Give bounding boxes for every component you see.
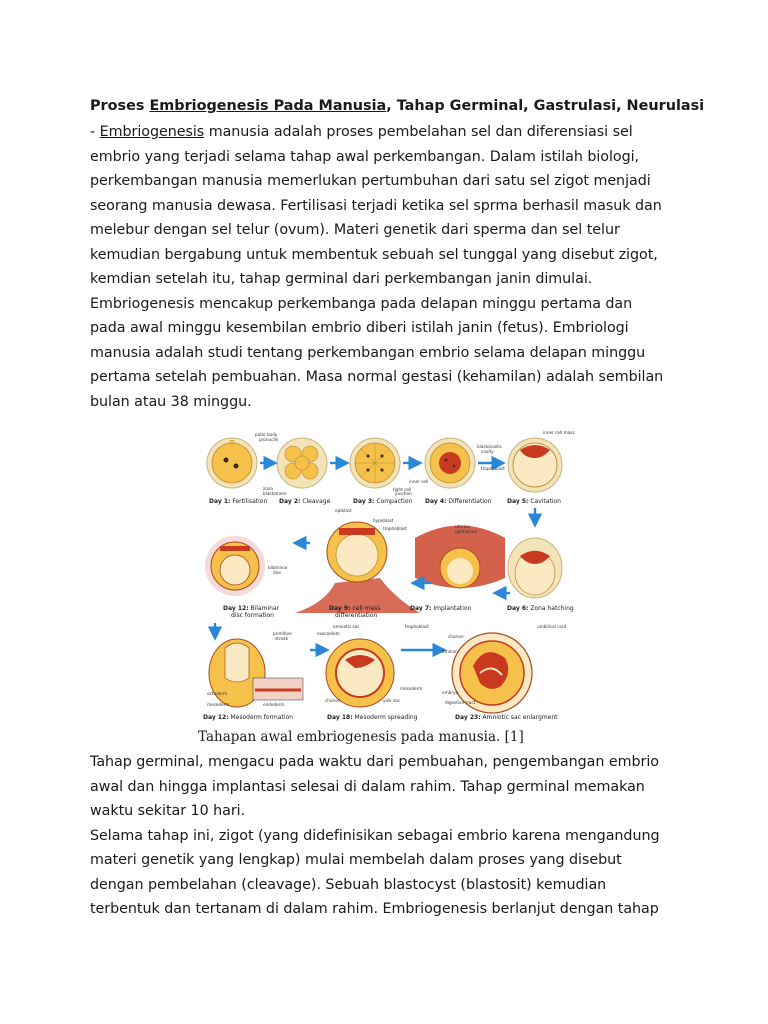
stage-day12-bilaminar xyxy=(205,536,265,596)
stage-day5-cavitation xyxy=(508,438,562,492)
heading-suffix: , Tahap Germinal, Gastrulasi, Neurulasi xyxy=(386,98,705,114)
svg-text:epithelium: epithelium xyxy=(455,529,478,534)
intro-first-line: manusia adalah proses pembelahan sel dan diferensiasi sel xyxy=(204,124,633,140)
embryo-stages-illustration xyxy=(203,428,575,723)
intro-line: seorang manusia dewasa. Fertilisasi terjadi ketika sel sprma berhasil masuk dan xyxy=(90,197,662,214)
body-line: materi genetik yang lengkap) mulai membelah dalam proses yang disebut xyxy=(90,852,622,868)
stage-day2-cleavage xyxy=(277,438,327,488)
svg-text:polar body: polar body xyxy=(255,432,278,437)
svg-text:zona: zona xyxy=(263,486,273,491)
stage-day7-implantation xyxy=(415,526,505,589)
intro-line: Embriogenesis mencakup perkembanga pada delapan minggu pertama dan xyxy=(90,295,633,312)
stage-day1-zygote xyxy=(207,438,257,488)
intro-dash: - xyxy=(90,124,100,140)
svg-text:chorion: chorion xyxy=(448,634,464,639)
svg-text:tight cell: tight cell xyxy=(393,487,412,492)
stage-day18-mesoderm-spreading xyxy=(326,639,394,707)
intro-line: manusia adalah studi tentang perkembangan embrio selama delapan minggu xyxy=(90,344,646,361)
svg-text:trophoblast: trophoblast xyxy=(405,624,429,629)
svg-text:Day 6: Zona hatching: Day 6: Zona hatching xyxy=(507,605,574,612)
svg-text:disc formation: disc formation xyxy=(231,612,274,619)
intro-line: embrio yang terjadi selama tahap awal perkembangan. Dalam istilah biologi, xyxy=(90,148,640,165)
svg-text:Day 12: Bilaminar: Day 12: Bilaminar xyxy=(223,605,280,612)
intro-line: pada awal minggu kesembilan embrio diberi istilah janin (fetus). Embriologi xyxy=(90,320,629,336)
body-line: dengan pembelahan (cleavage). Sebuah blastocyst (blastosit) kemudian xyxy=(90,876,607,893)
svg-text:trophoblast: trophoblast xyxy=(383,526,407,531)
stage-day4-differentiation xyxy=(425,438,475,488)
article-heading xyxy=(90,96,705,116)
svg-text:inner cell mass: inner cell mass xyxy=(543,430,575,435)
svg-text:exocoelom: exocoelom xyxy=(317,631,340,636)
svg-text:Day 9: cell mass: Day 9: cell mass xyxy=(329,605,381,612)
intro-line: kemudian bergabung untuk membentuk sebuah sel tunggal yang disebut zigot, xyxy=(90,246,658,263)
stage-day6-zona-hatching xyxy=(508,538,562,598)
svg-text:Day 7: Implantation: Day 7: Implantation xyxy=(410,605,472,612)
svg-text:chorion: chorion xyxy=(325,698,341,703)
svg-text:digestive tract: digestive tract xyxy=(445,700,476,705)
stage-day9-cell-mass xyxy=(295,522,420,613)
heading-link[interactable]: Embriogenesis Pada Manusia xyxy=(149,98,387,114)
svg-text:hypoblast: hypoblast xyxy=(373,518,394,523)
svg-text:blastocoelic: blastocoelic xyxy=(477,444,502,449)
body-line: Selama tahap ini, zigot (yang didefinisikan sebagai embrio karena mengandung xyxy=(90,827,660,844)
svg-text:Day 3: Compaction: Day 3: Compaction xyxy=(353,498,413,505)
intro-paragraph xyxy=(90,120,690,414)
embryogenesis-figure xyxy=(203,428,575,723)
svg-text:inner cell: inner cell xyxy=(409,479,429,484)
body-line: awal dan hingga implantasi selesai di dalam rahim. Tahap germinal memakan xyxy=(90,778,645,795)
svg-text:embryo: embryo xyxy=(442,690,459,695)
svg-text:Day 5: Cavitation: Day 5: Cavitation xyxy=(507,498,561,505)
svg-text:mesoderm: mesoderm xyxy=(207,702,230,707)
figure-caption: Tahapan awal embriogenesis pada manusia. [1] xyxy=(198,729,524,745)
svg-text:cavity: cavity xyxy=(481,449,494,454)
stage-day3-compaction xyxy=(350,438,400,488)
svg-text:blastomere: blastomere xyxy=(263,491,287,496)
svg-text:primitive: primitive xyxy=(273,631,292,636)
heading-prefix: Proses xyxy=(90,98,150,114)
svg-text:pronuclei: pronuclei xyxy=(259,437,279,442)
svg-text:disc: disc xyxy=(273,570,282,575)
svg-text:endoderm: endoderm xyxy=(263,702,285,707)
body-line: waktu sekitar 10 hari. xyxy=(90,803,246,819)
intro-line: kemdian setelah itu, tahap germinal dari perkembangan janin dimulai. xyxy=(90,271,593,287)
svg-text:amnion: amnion xyxy=(442,649,458,654)
intro-line: bulan atau 38 minggu. xyxy=(90,393,252,410)
svg-text:Day 18: Mesoderm spreading: Day 18: Mesoderm spreading xyxy=(327,714,418,721)
intro-link[interactable]: Embriogenesis xyxy=(99,124,205,140)
stage-day12-mesoderm-formation xyxy=(209,639,303,707)
svg-text:Day 12: Mesoderm formation: Day 12: Mesoderm formation xyxy=(203,714,293,721)
document-page xyxy=(90,96,705,414)
svg-text:differentiation: differentiation xyxy=(335,612,378,619)
svg-text:Day 2: Cleavage: Day 2: Cleavage xyxy=(279,498,331,505)
svg-text:epiblast: epiblast xyxy=(335,508,352,513)
svg-text:trophoblast: trophoblast xyxy=(481,466,505,471)
svg-text:bilaminar: bilaminar xyxy=(268,565,288,570)
body-line: Tahap germinal, mengacu pada waktu dari pembuahan, pengembangan embrio xyxy=(90,754,659,770)
intro-line: pertama setelah pembuahan. Masa normal gestasi (kehamilan) adalah sembilan xyxy=(90,369,664,385)
intro-line: perkembangan manusia memerlukan pertumbuhan dari satu sel zigot menjadi xyxy=(90,173,651,189)
svg-text:umbilical cord: umbilical cord xyxy=(537,624,567,629)
intro-line: melebur dengan sel telur (ovum). Materi genetik dari sperma dan sel telur xyxy=(90,222,620,238)
svg-text:Day 1: Fertilisation: Day 1: Fertilisation xyxy=(209,498,268,505)
svg-text:yolk sac: yolk sac xyxy=(383,698,401,703)
body-line: terbentuk dan tertanam di dalam rahim. Embriogenesis berlanjut dengan tahap xyxy=(90,901,659,917)
svg-text:ectoderm: ectoderm xyxy=(207,691,228,696)
svg-text:junction: junction xyxy=(395,491,412,496)
svg-text:streak: streak xyxy=(275,636,289,641)
svg-text:mesoderm: mesoderm xyxy=(400,686,423,691)
svg-text:amniotic sac: amniotic sac xyxy=(333,624,360,629)
svg-text:Day 4: Differentiation: Day 4: Differentiation xyxy=(425,498,492,505)
body-paragraph xyxy=(90,750,690,922)
svg-text:Day 23: Amniotic sac enlargmen: Day 23: Amniotic sac enlargment xyxy=(455,714,558,721)
svg-text:uterine: uterine xyxy=(455,524,470,529)
